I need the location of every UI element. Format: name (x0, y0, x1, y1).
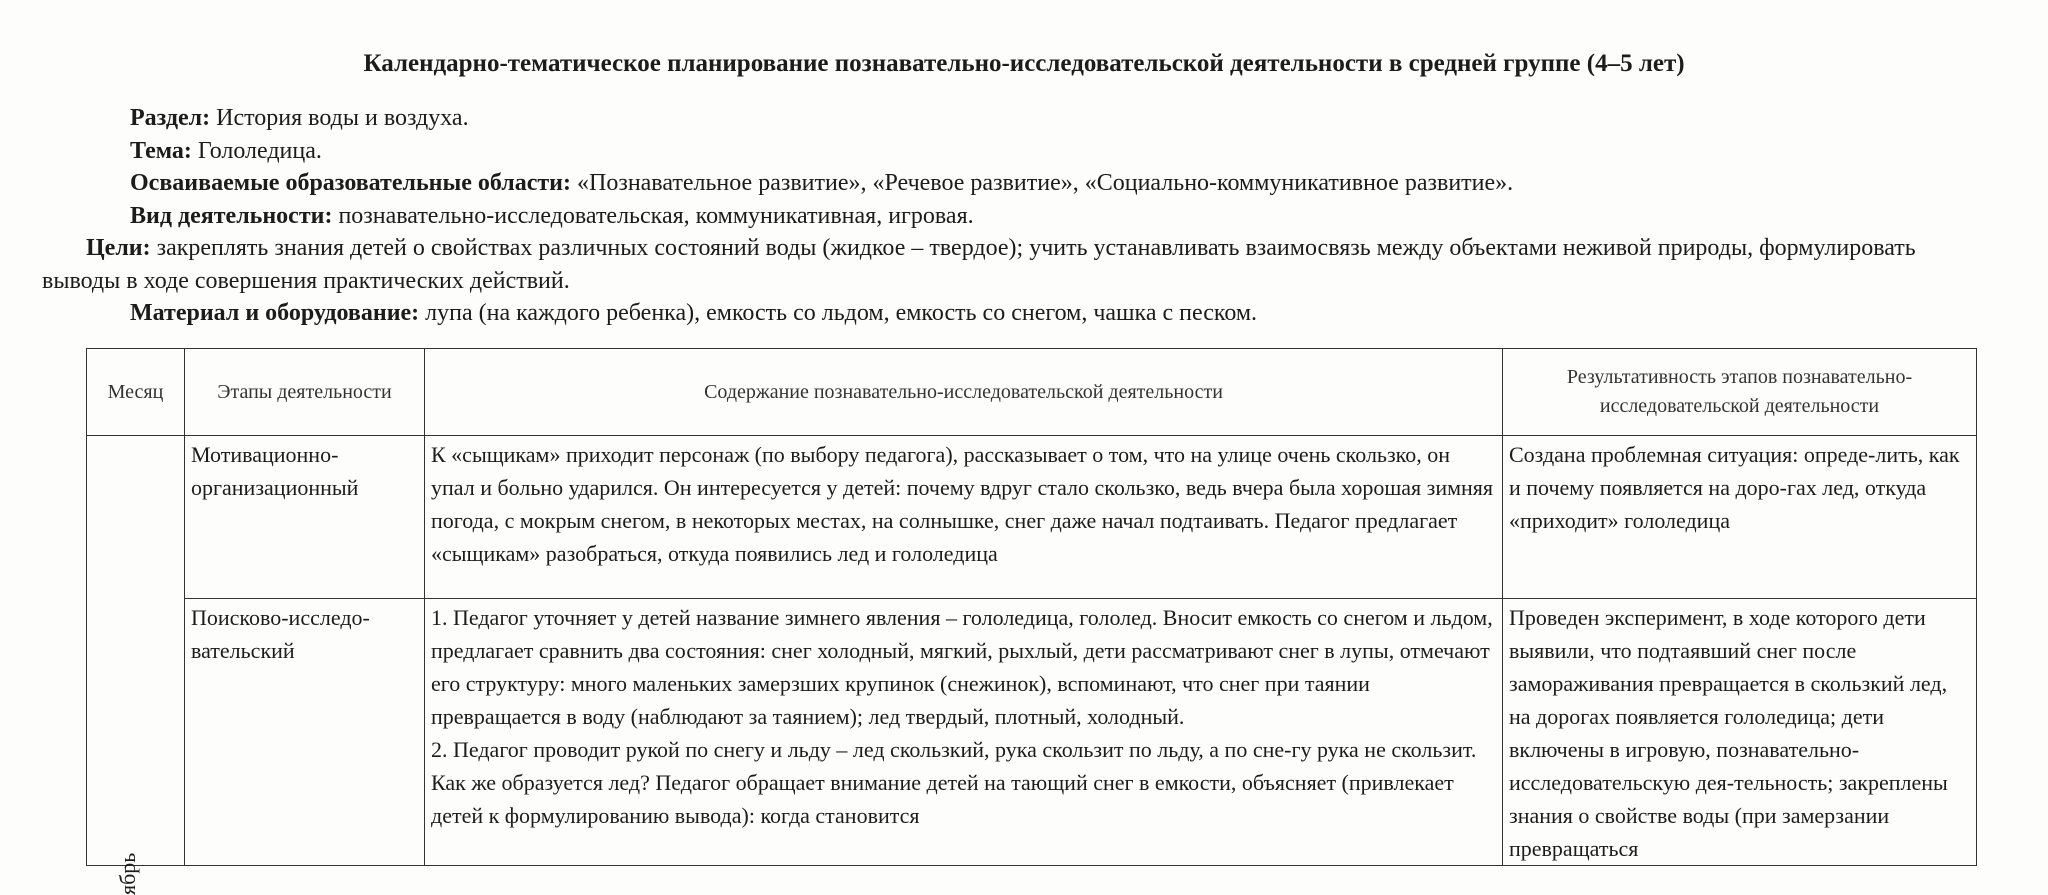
goals-label: Цели: (86, 235, 151, 261)
page-title: Календарно-тематическое планирование познавательно-исследовательской деятельности в средней группе (4–5 лет) (363, 50, 1685, 77)
intro-goals (42, 232, 1976, 297)
intro-section (86, 102, 1976, 135)
header-content: Содержание познавательно-исследовательской деятельности (425, 349, 1503, 436)
topic-label: Тема: (130, 137, 192, 164)
section-value: История воды и воздуха. (210, 105, 469, 131)
materials-label: Материал и оборудование: (130, 300, 420, 326)
activity-value: познавательно-исследовательская, коммуникативная, игровая. (332, 202, 974, 229)
result-cell: Создана проблемная ситуация: опреде-лить, как и почему появляется на доро-гах лед, откуда «приходит» гололедица (1503, 436, 1977, 599)
month-cell (87, 436, 185, 895)
goals-value: закреплять знания детей о свойствах различных состояний воды (жидкое – твердое); учить устанавливать взаимосвязь между объектами неживой природы, формулировать выводы в ходе совершения практических действий. (42, 235, 1916, 294)
intro-block (42, 102, 1976, 330)
table-header-row (87, 349, 1977, 436)
intro-activity (86, 200, 1976, 233)
areas-value: «Познавательное развитие», «Речевое развитие», «Социально-коммуникативное развитие». (571, 170, 1514, 196)
intro-topic (86, 135, 1976, 168)
topic-value: Гололедица. (191, 137, 322, 164)
stage-cell: Мотивационно- организационный (185, 436, 425, 599)
month-value: ябрь (115, 852, 140, 895)
header-month: Месяц (87, 349, 185, 436)
table-row (87, 436, 1977, 599)
table-row (87, 599, 1977, 866)
content-cell: 1. Педагог уточняет у детей название зимнего явления – гололедица, гололед. Вносит емкость со снегом и льдом, предлагает сравнить два состояния: снег холодный, мягкий, рыхлый, дети рассматривают снег в лупы, отмечают его структуру: много маленьких замерзших крупинок (снежинок), вспоминают, что снег при таянии превращается в воду (наблюдают за таянием); лед твердый, плотный, холодный. 2. Педагог проводит рукой по снегу и льду – лед скользкий, рука скользит по льду, а по сне-гу рука не скользит. Как же образуется лед? Педагог обращает внимание детей на тающий снег в емкости, объясняет (привлекает детей к формулированию вывода): когда становится (425, 599, 1503, 866)
planning-table (86, 348, 1977, 895)
stage-cell: Поисково-исследо- вательский (185, 599, 425, 866)
materials-value: лупа (на каждого ребенка), емкость со льдом, емкость со снегом, чашка с песком. (419, 300, 1258, 326)
areas-label: Осваиваемые образовательные области: (130, 170, 571, 196)
result-cell: Проведен эксперимент, в ходе которого дети выявили, что подтаявший снег после замораживания превращается в скользкий лед, на дорогах появляется гололедица; дети включены в игровую, познавательно-исследовательскую дея-тельность; закреплены знания о свойстве воды (при замерзании превращаться (1503, 599, 1977, 866)
content-cell: К «сыщикам» приходит персонаж (по выбору педагога), рассказывает о том, что на улице очень скользко, он упал и больно ударился. Он интересуется у детей: почему вдруг стало скользко, ведь вчера была хорошая зимняя погода, с мокрым снегом, в некоторых местах, на солнышке, снег даже начал подтаивать. Педагог предлагает «сыщикам» разобраться, откуда появились лед и гололедица (425, 436, 1503, 599)
header-results: Результативность этапов познавательно-исследовательской деятельности (1503, 349, 1977, 436)
section-label: Раздел: (130, 105, 211, 131)
intro-areas (86, 167, 1976, 200)
activity-label: Вид деятельности: (130, 202, 333, 229)
intro-materials (86, 297, 1976, 330)
header-stages: Этапы деятельности (185, 349, 425, 436)
